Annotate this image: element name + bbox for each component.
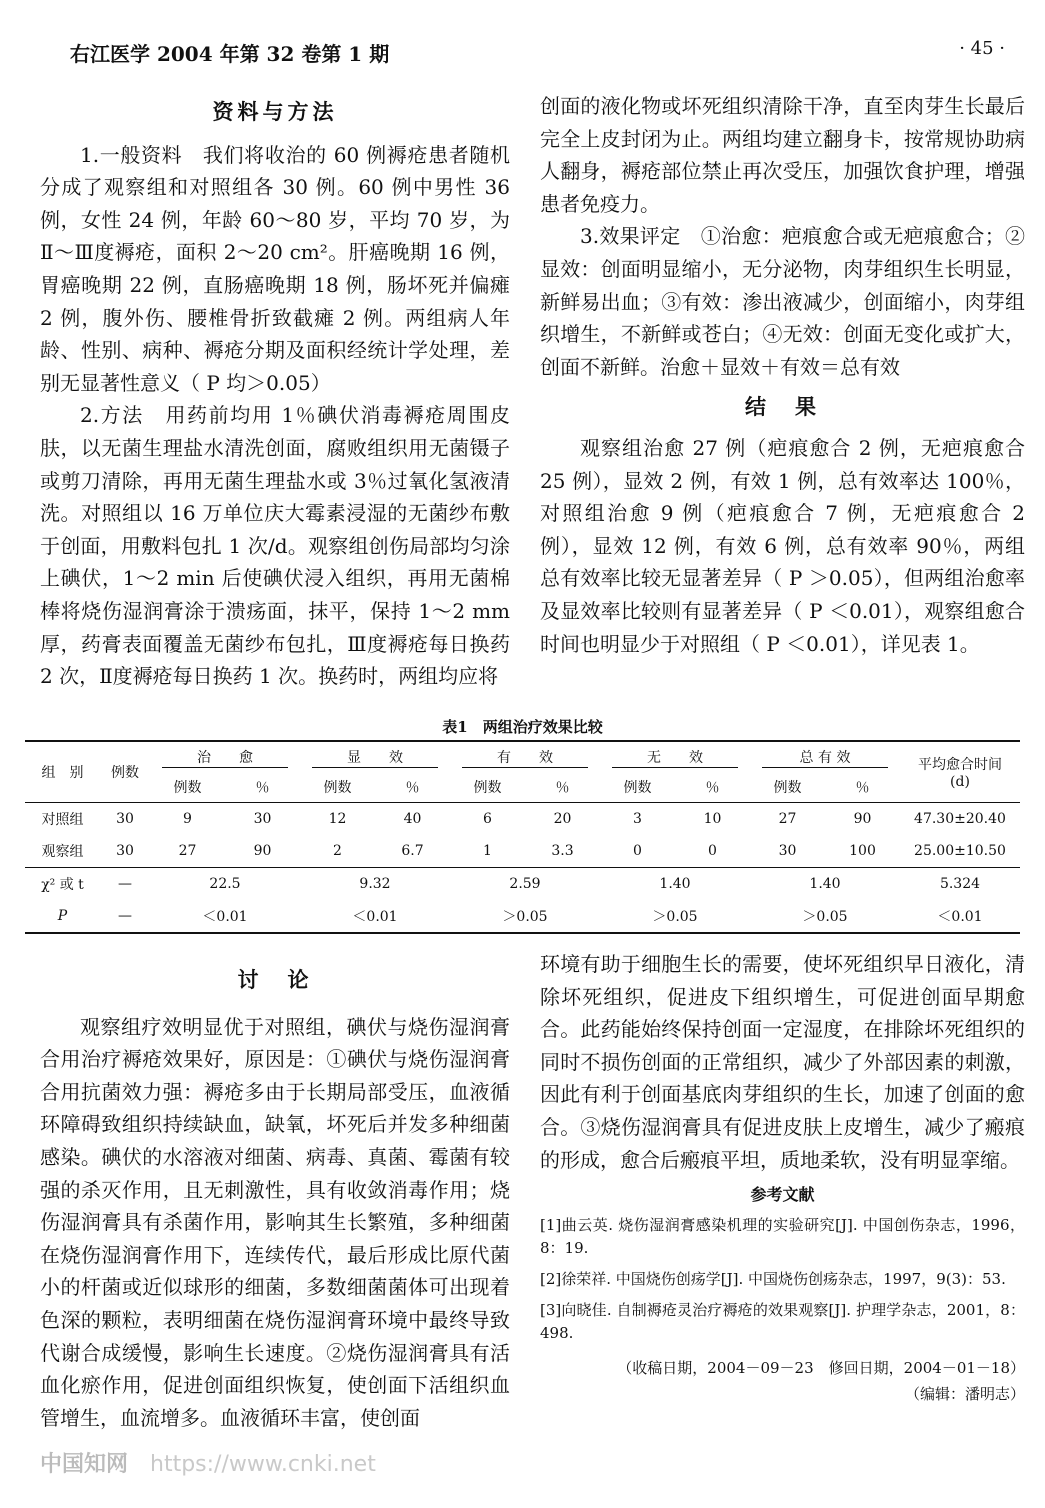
sub-count: 例数 [173, 780, 202, 796]
stat-cell: 22.5 [150, 868, 300, 901]
stat-n: — [100, 868, 150, 901]
row-time: 25.00±10.50 [914, 843, 1006, 859]
cell: 20 [525, 803, 600, 836]
results-text: 观察组治愈 27 例（疤痕愈合 2 例，无疤痕愈合 25 例），显效 2 例，有效 1 例，总有效率达 100％，对照组治愈 9 例（疤痕愈合 7 例，无疤痕愈合 2 例），显效 12 例，有效 6 例，总有效率 90％，两组总有效率比较无显著差异（ P ＞0.05），但两组治愈率及显效率比较则有显著差异（ P ＜0.01），观察组愈合时间也明显少于对照组（ P ＜0.01），详见表 1。 [540, 435, 1025, 656]
methods-evaluation: 3.效果评定 ①治愈：疤痕愈合或无疤痕愈合；②显效：创面明显缩小，无分泌物，肉芽组织生长明显，新鲜易出血；③有效：渗出液减少，创面缩小，肉芽组织增生，不新鲜或苍白；④无效：创面无变化或扩大，创面不新鲜。治愈＋显效＋有效＝总有效 [540, 224, 1025, 379]
row-n: 30 [116, 843, 134, 859]
page-number: · 45 · [959, 38, 1005, 59]
table-row [25, 835, 1020, 868]
sub-count: 例数 [773, 780, 802, 796]
cell: 100 [849, 843, 876, 859]
results-table [25, 740, 1020, 934]
stat-cell: 1.40 [600, 868, 750, 901]
row-n: 30 [100, 803, 150, 836]
methods-results-column [540, 90, 1025, 660]
stat-cell: ＜0.01 [300, 900, 450, 933]
methods-column [40, 96, 510, 693]
header-cured: 治 愈 [150, 741, 300, 772]
cell: 6.7 [401, 843, 424, 859]
row-name: 对照组 [25, 803, 100, 836]
sub-pct: ％ [705, 780, 720, 796]
row-name: 观察组 [41, 844, 84, 860]
header-marked: 显 效 [300, 741, 450, 772]
reference-item: [1]曲云英. 烧伤湿润膏感染机理的实验研究[J]. 中国创伤杂志，1996，8：19. [540, 1216, 1025, 1258]
reference-item: [2]徐荣祥. 中国烧伤创疡学[J]. 中国烧伤创疡杂志，1997，9(3)：53. [540, 1270, 1006, 1289]
header-ineffective: 无 效 [600, 741, 750, 772]
stat-cell: 1.40 [750, 868, 900, 901]
cell: 90 [253, 843, 272, 859]
cnki-watermark [40, 1447, 376, 1478]
header-group: 组 别 [25, 741, 100, 803]
table-row [25, 803, 1020, 836]
results-heading: 结 果 [745, 394, 820, 420]
discussion-text-continued: 环境有助于细胞生长的需要，使坏死组织早日液化，清除坏死组织，促进皮下组织增生，可促进创面早期愈合。此药能始终保持创面一定湿度，在排除坏死组织的同时不损伤创面的正常组织，减少了外部因素的刺激，因此有利于创面基底肉芽组织的生长，加速了创面的愈合。③烧伤湿润膏具有促进皮肤上皮增生，减少了瘢痕的形成，愈合后瘢痕平坦，质地柔软，没有明显挛缩。 [540, 952, 1025, 1172]
table-row-stat [25, 868, 1020, 901]
discussion-references-column [540, 948, 1025, 1407]
discussion-text: 观察组疗效明显优于对照组，碘伏与烧伤湿润膏合用治疗褥疮效果好，原因是：①碘伏与烧伤湿润膏合用抗菌效力强：褥疮多由于长期局部受压，血液循环障碍致组织持续缺血，缺氧，坏死后并发多种细菌感染。碘伏的水溶液对细菌、病毒、真菌、霉菌有较强的杀灭作用，且无刺激性，具有收敛消毒作用；烧伤湿润膏具有杀菌作用，影响其生长繁殖，多种细菌在烧伤湿润膏作用下，连续传代，最后形成比原代菌小的杆菌或近似球形的细菌，多数细菌菌体可出现着色深的颗粒，表明细菌在烧伤湿润膏环境中最终导致代谢合成缓慢，影响生长速度。②烧伤湿润膏具有活血化瘀作用，促进创面组织恢复，使创面下活组织血管增生，血流增多。血液循环丰富，使创面 [40, 1014, 510, 1430]
cell: 12 [300, 803, 375, 836]
sub-pct: ％ [405, 780, 420, 796]
methods-procedure: 2.方法 用药前均用 1％碘伏消毒褥疮周围皮肤，以无菌生理盐水清洗创面，腐败组织用无菌镊子或剪刀清除，再用无菌生理盐水或 3％过氧化氢液清洗。对照组以 16 万单位庆大霉素浸湿的无菌纱布敷于创面，用敷料包扎 1 次/d。观察组创伤局部均匀涂上碘伏，1～2 min 后使碘伏浸入组织，再用无菌棉棒将烧伤湿润膏涂于溃疡面，抹平，保持 1～2 mm 厚，药膏表面覆盖无菌纱布包扎，Ⅲ度褥疮每日换药 2 次，Ⅱ度褥疮每日换药 1 次。换药时，两组均应将 [40, 403, 510, 689]
stat-n: — [100, 900, 150, 933]
received-dates: （收稿日期，2004－09－23 修回日期，2004－01－18） [617, 1359, 1025, 1378]
cell: 0 [708, 843, 717, 859]
header-effective: 有 效 [450, 741, 600, 772]
stat-cell: ＞0.05 [750, 900, 900, 933]
journal-header: 右江医学 2004 年第 32 卷第 1 期 [70, 42, 390, 66]
cell: 3.3 [551, 843, 574, 859]
sub-count: 例数 [623, 780, 652, 796]
discussion-heading: 讨 论 [237, 967, 313, 992]
sub-count: 例数 [323, 780, 352, 796]
stat-cell: 5.324 [900, 868, 1020, 901]
cell: 90 [825, 803, 900, 836]
watermark-url: https://www.cnki.net [150, 1452, 376, 1477]
cell: 27 [750, 803, 825, 836]
stat-name: χ² 或 t [25, 868, 100, 901]
watermark-brand: 中国知网 [40, 1452, 129, 1477]
stat-cell: ＜0.01 [900, 900, 1020, 933]
cell: 0 [633, 843, 642, 859]
cell: 10 [675, 803, 750, 836]
stat-name: P [25, 900, 100, 933]
stat-cell: ＞0.05 [600, 900, 750, 933]
cell: 2 [333, 843, 342, 859]
header-count: 例数 [100, 741, 150, 803]
references-list [540, 1214, 1025, 1345]
cell: 27 [178, 843, 197, 859]
cell: 30 [778, 843, 797, 859]
sub-count: 例数 [473, 780, 502, 796]
references-heading: 参考文献 [750, 1185, 815, 1205]
stat-cell: ＜0.01 [150, 900, 300, 933]
cell: 40 [375, 803, 450, 836]
table-title: 表1 两组治疗效果比较 [442, 718, 603, 736]
methods-general-info: 1.一般资料 我们将收治的 60 例褥疮患者随机分成了观察组和对照组各 30 例。60 例中男性 36 例，女性 24 例，年龄 60～80 岁，平均 70 岁，为Ⅱ～Ⅲ度褥疮，面积 2～20 cm²。肝癌晚期 16 例，胃癌晚期 22 例，直肠癌晚期 18 例，肠坏死并偏瘫 2 例，腹外伤、腰椎骨折致截瘫 2 例。两组病人年龄、性别、病种、褥疮分期及面积经统计学处理，差别无显著性意义（ P 均＞0.05） [40, 142, 510, 395]
cell: 30 [225, 803, 300, 836]
header-total-effective: 总 有 效 [750, 741, 900, 772]
sub-pct: ％ [855, 780, 870, 796]
cell: 6 [450, 803, 525, 836]
reference-item: [3]向晓佳. 自制褥疮灵治疗褥疮的效果观察[J]. 护理学杂志，2001，8：498. [540, 1301, 1025, 1343]
table-row-stat [25, 900, 1020, 933]
stat-cell: ＞0.05 [450, 900, 600, 933]
row-time: 47.30±20.40 [900, 803, 1020, 836]
cell: 9 [150, 803, 225, 836]
stat-cell: 9.32 [300, 868, 450, 901]
cell: 3 [600, 803, 675, 836]
sub-pct: ％ [255, 780, 270, 796]
methods-procedure-continued: 创面的液化物或坏死组织清除干净，直至肉芽生长最后完全上皮封闭为止。两组均建立翻身卡，按常规协助病人翻身，褥疮部位禁止再次受压，加强饮食护理，增强患者免疫力。 [540, 94, 1025, 216]
stat-cell: 2.59 [450, 868, 600, 901]
editor-credit: （编辑：潘明志） [904, 1385, 1025, 1404]
sub-pct: ％ [555, 780, 570, 796]
discussion-column [40, 964, 510, 1434]
cell: 1 [483, 843, 492, 859]
header-healing-time: 平均愈合时间(d) [900, 741, 1020, 803]
methods-heading: 资料与方法 [212, 99, 338, 124]
